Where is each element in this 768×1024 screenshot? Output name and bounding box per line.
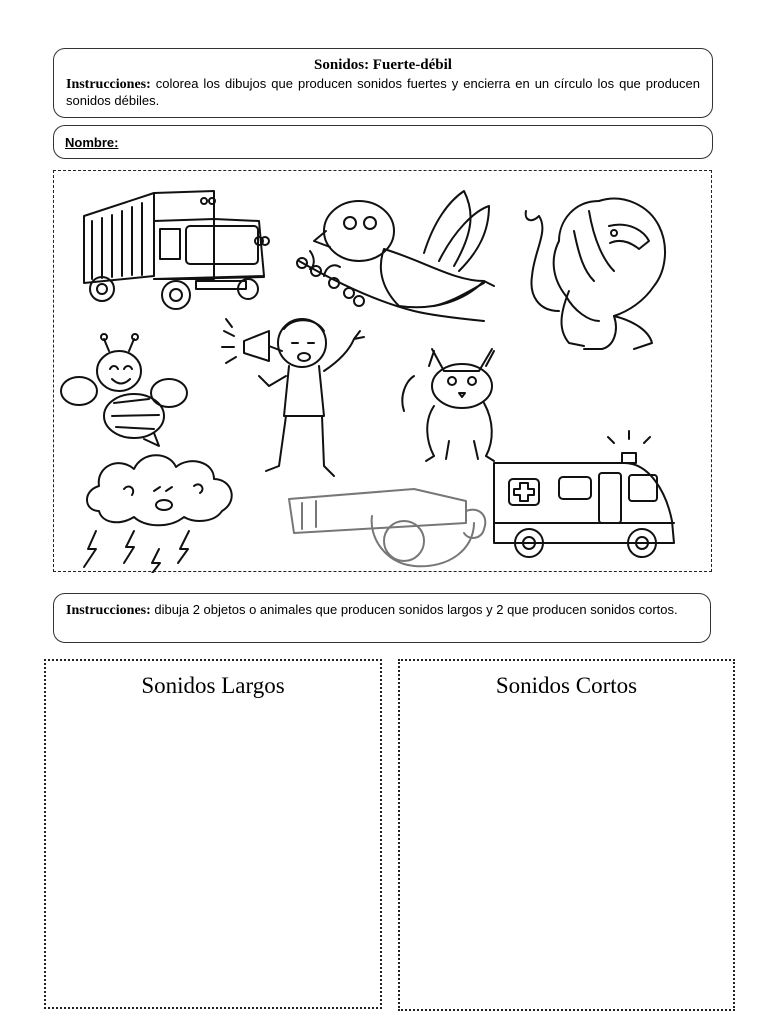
instructions-2-text: dibuja 2 objetos o animales que producen sonidos largos y 2 que producen sonidos cortos. [150, 602, 678, 617]
bird-icon [297, 191, 494, 321]
long-sounds-box[interactable] [44, 659, 382, 1009]
short-sounds-title: Sonidos Cortos [495, 673, 638, 698]
name-box[interactable] [53, 125, 713, 159]
cat-icon [402, 349, 494, 461]
second-instructions-box [53, 593, 711, 643]
lion-icon [526, 199, 665, 349]
name-label: Nombre: [65, 135, 119, 150]
instructions-2 [66, 602, 698, 619]
instructions-2-label: Instrucciones: [66, 603, 151, 618]
long-sounds-title: Sonidos Largos [141, 673, 285, 698]
instructions-1 [66, 76, 700, 109]
storm-cloud-icon [84, 455, 232, 573]
bee-icon [61, 334, 187, 446]
header-box [53, 48, 713, 118]
boy-megaphone-icon [222, 319, 364, 476]
instructions-label: Instrucciones: [66, 77, 151, 92]
worksheet-title: Sonidos: Fuerte-débil [314, 57, 452, 73]
short-sounds-box[interactable] [398, 659, 735, 1011]
whistle-icon [289, 489, 485, 566]
pictures-area [53, 170, 712, 572]
instructions-text: colorea los dibujos que producen sonidos fuertes y encierra en un círculo los que producen sonidos débiles. [66, 76, 700, 108]
ambulance-icon [494, 431, 674, 557]
truck-icon [84, 191, 269, 309]
